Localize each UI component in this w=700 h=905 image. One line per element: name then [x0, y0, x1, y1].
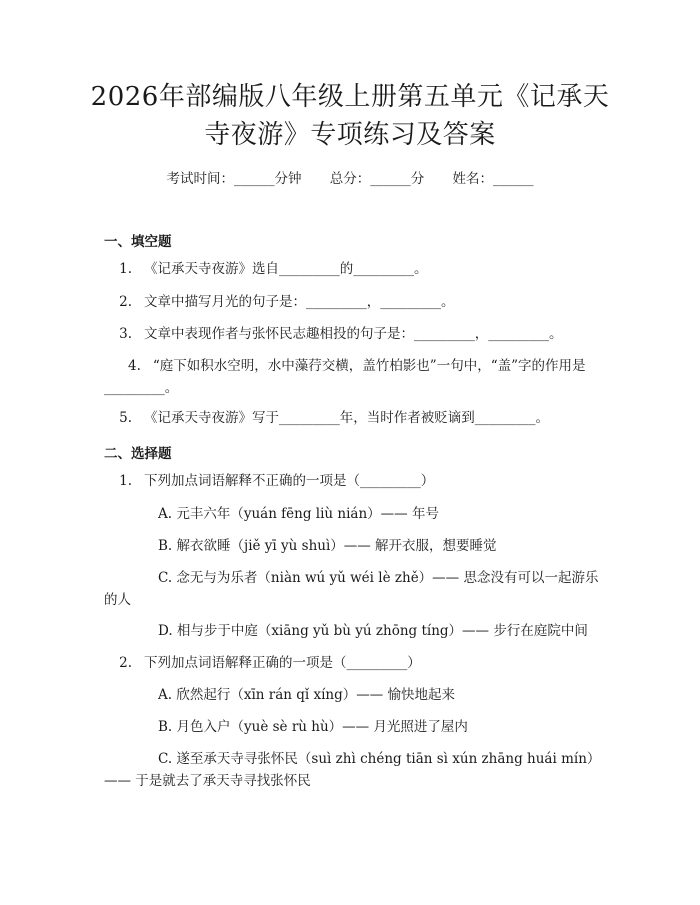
choice-question-1 — [104, 470, 604, 492]
fill-question-1 — [104, 258, 604, 280]
choice-option-a[interactable]: A. 欣然起行（xīn rán qǐ xíng）—— 愉快地起来 — [158, 687, 456, 703]
student-name-field[interactable]: 姓名：______ — [452, 171, 534, 187]
choice-option-c[interactable]: C. 遂至承天寺寻张怀民（suì zhì chéng tiān sì xún zhāng huái mín）—— 于是就去了承天寺寻找张怀民 — [104, 751, 601, 789]
title-line-1: 2026年部编版八年级上册第五单元《记承天 — [90, 82, 610, 112]
question-number: 5. — [119, 410, 132, 426]
choice-option-b[interactable]: B. 解衣欲睡（jiě yī yù shuì）—— 解开衣服，想要睡觉 — [158, 538, 497, 554]
section-fill-in-title: 一、填空题 — [104, 234, 172, 250]
choice-option-d[interactable]: D. 相与步于中庭（xiāng yǔ bù yú zhōng tíng）—— 步行在庭院中间 — [158, 623, 588, 639]
question-number: 2. — [119, 655, 132, 671]
fill-question-4 — [104, 355, 604, 399]
choice-option-c[interactable]: C. 念无与为乐者（niàn wú yǔ wéi lè zhě）—— 思念没有可以一起游乐的人 — [104, 570, 599, 608]
section-choice-title: 二、选择题 — [104, 446, 172, 462]
question-text: “庭下如积水空明，水中藻荇交横，盖竹柏影也”一句中，“盖”字的作用是_________。 — [104, 358, 586, 396]
question-number: 1. — [119, 473, 132, 489]
question-text: 《记承天寺夜游》选自_________的_________。 — [144, 261, 428, 277]
question-text: 《记承天寺夜游》写于_________年，当时作者被贬谪到_________。 — [144, 410, 549, 426]
question-text: 文章中表现作者与张怀民志趣相投的句子是：_________，_________。 — [144, 326, 563, 342]
choice-question-2 — [104, 652, 604, 674]
exam-meta — [0, 170, 700, 188]
choice-option-b[interactable]: B. 月色入户（yuè sè rù hù）—— 月光照进了屋内 — [158, 719, 468, 735]
question-text: 下列加点词语解释不正确的一项是（_________） — [144, 473, 435, 489]
exam-time-field[interactable]: 考试时间：______分钟 — [166, 171, 302, 187]
document-title — [60, 78, 640, 154]
choice-option-a[interactable]: A. 元丰六年（yuán fēng liù nián）—— 年号 — [158, 506, 439, 522]
question-text: 下列加点词语解释正确的一项是（_________） — [144, 655, 421, 671]
fill-question-5 — [104, 407, 604, 429]
question-number: 2. — [119, 294, 132, 310]
question-number: 1. — [119, 261, 132, 277]
question-number: 3. — [119, 326, 132, 342]
title-line-2: 寺夜游》专项练习及答案 — [204, 120, 496, 150]
fill-question-3 — [104, 323, 604, 345]
total-score-field[interactable]: 总分：______分 — [329, 171, 425, 187]
question-text: 文章中描写月光的句子是：_________，_________。 — [144, 294, 455, 310]
fill-question-2 — [104, 291, 604, 313]
question-number: 4. — [128, 358, 141, 374]
